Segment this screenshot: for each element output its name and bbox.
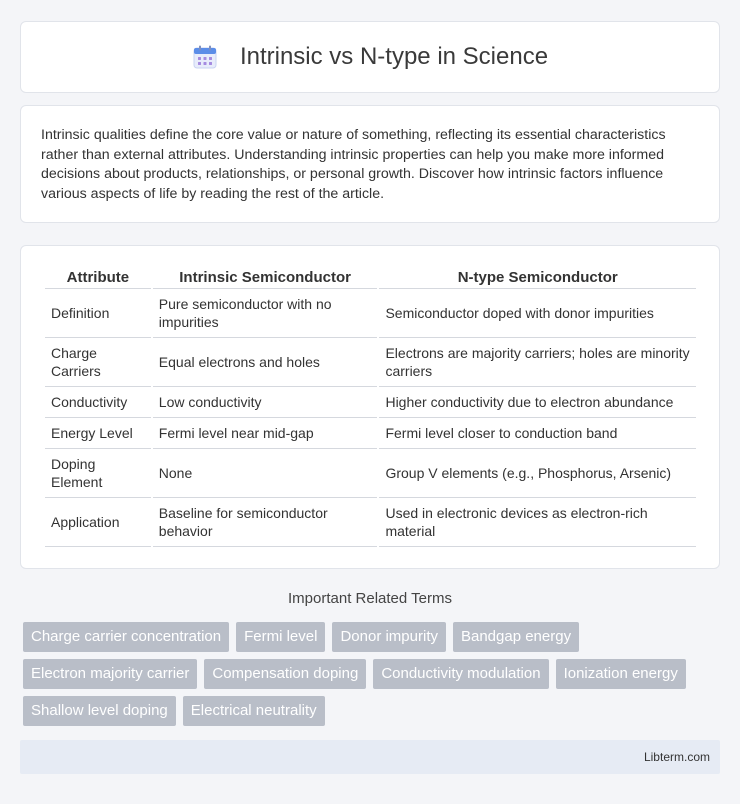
- attribute-cell: Application: [45, 498, 151, 547]
- attribute-cell: Doping Element: [45, 449, 151, 498]
- related-term-tag[interactable]: Ionization energy: [556, 659, 686, 689]
- table-row: [45, 338, 696, 387]
- attribute-cell: Conductivity: [45, 387, 151, 418]
- calendar-icon: [192, 44, 218, 70]
- related-term-tag[interactable]: Compensation doping: [204, 659, 366, 689]
- related-term-tag[interactable]: Electron majority carrier: [23, 659, 197, 689]
- attribute-cell: Energy Level: [45, 418, 151, 449]
- related-term-tag[interactable]: Shallow level doping: [23, 696, 176, 726]
- table-row: [45, 387, 696, 418]
- footer-site-link[interactable]: Libterm.com: [643, 750, 710, 764]
- column-header-ntype: N-type Semiconductor: [379, 266, 696, 289]
- intrinsic-cell: None: [153, 449, 378, 498]
- attribute-cell: Definition: [45, 289, 151, 338]
- table-header-row: [45, 266, 696, 289]
- related-terms-heading: Important Related Terms: [288, 590, 452, 607]
- intrinsic-cell: Baseline for semiconductor behavior: [153, 498, 378, 547]
- comparison-table-card: [20, 245, 720, 569]
- related-term-tag[interactable]: Fermi level: [236, 622, 325, 652]
- column-header-intrinsic: Intrinsic Semiconductor: [153, 266, 378, 289]
- table-row: [45, 418, 696, 449]
- column-header-attribute: Attribute: [45, 266, 151, 289]
- ntype-cell: Semiconductor doped with donor impurities: [379, 289, 696, 338]
- related-term-tag[interactable]: Bandgap energy: [453, 622, 579, 652]
- intro-card: [20, 105, 720, 223]
- ntype-cell: Higher conductivity due to electron abundance: [379, 387, 696, 418]
- intro-paragraph: Intrinsic qualities define the core value or nature of something, reflecting its essential characteristics rather than external attributes. Understanding intrinsic properties can help you make more informed decisions about products, relationships, or personal growth. Discover how intrinsic factors influence various aspects of life by reading the rest of the article.: [41, 127, 666, 202]
- ntype-cell: Electrons are majority carriers; holes are minority carriers: [379, 338, 696, 387]
- related-term-tag[interactable]: Donor impurity: [332, 622, 446, 652]
- attribute-cell: Charge Carriers: [45, 338, 151, 387]
- ntype-cell: Used in electronic devices as electron-rich material: [379, 498, 696, 547]
- intrinsic-cell: Equal electrons and holes: [153, 338, 378, 387]
- intrinsic-cell: Pure semiconductor with no impurities: [153, 289, 378, 338]
- related-terms-list: [23, 622, 723, 726]
- intrinsic-cell: Fermi level near mid-gap: [153, 418, 378, 449]
- ntype-cell: Fermi level closer to conduction band: [379, 418, 696, 449]
- related-term-tag[interactable]: Electrical neutrality: [183, 696, 325, 726]
- footer: [20, 740, 720, 774]
- ntype-cell: Group V elements (e.g., Phosphorus, Arsenic): [379, 449, 696, 498]
- header-card: [20, 21, 720, 93]
- intrinsic-cell: Low conductivity: [153, 387, 378, 418]
- page-title: Intrinsic vs N-type in Science: [239, 43, 549, 70]
- comparison-table: [43, 266, 698, 547]
- table-row: [45, 289, 696, 338]
- related-term-tag[interactable]: Charge carrier concentration: [23, 622, 229, 652]
- table-row: [45, 449, 696, 498]
- related-term-tag[interactable]: Conductivity modulation: [373, 659, 548, 689]
- table-row: [45, 498, 696, 547]
